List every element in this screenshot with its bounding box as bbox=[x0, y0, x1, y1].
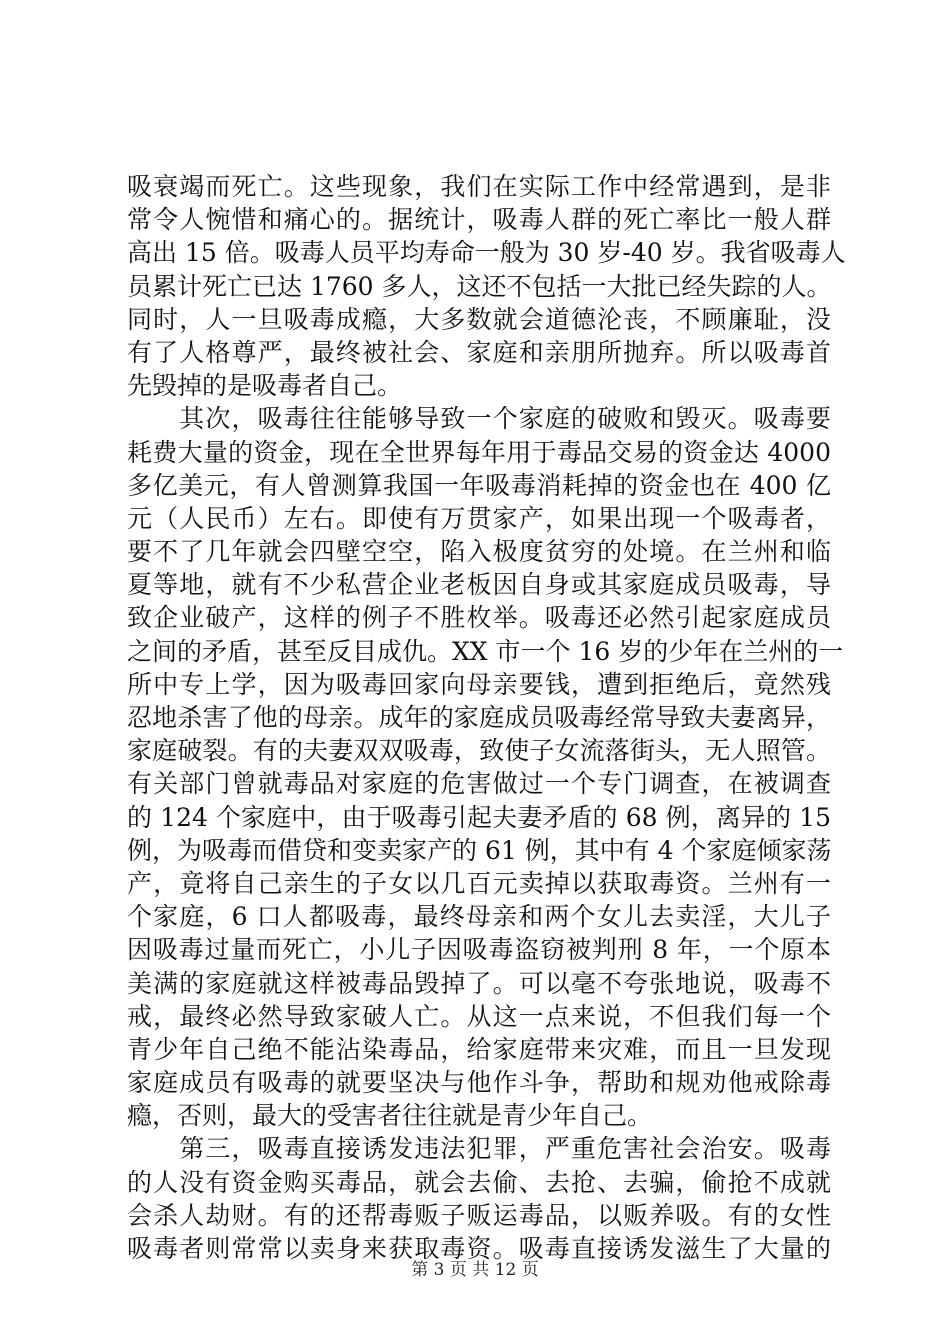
text-line: 因吸毒过量而死亡，小儿子因吸毒盗窃被判刑 8 年，一个原本 bbox=[127, 935, 831, 965]
text-line: 家庭破裂。有的夫妻双双吸毒，致使子女流落街头，无人照管。 bbox=[127, 736, 831, 766]
text-line: 同时，人一旦吸毒成瘾，大多数就会道德沦丧，不顾廉耻，没 bbox=[127, 304, 831, 334]
text-line: 有关部门曾就毒品对家庭的危害做过一个专门调查，在被调查 bbox=[127, 769, 831, 799]
text-line: 产，竟将自己亲生的子女以几百元卖掉以获取毒资。兰州有一 bbox=[127, 868, 831, 898]
text-line: 的 124 个家庭中，由于吸毒引起夫妻矛盾的 68 例，离异的 15 bbox=[127, 802, 831, 832]
text-line: 致企业破产，这样的例子不胜枚举。吸毒还必然引起家庭成员 bbox=[127, 603, 831, 633]
text-line: 第三，吸毒直接诱发违法犯罪，严重危害社会治安。吸毒 bbox=[127, 1134, 831, 1164]
text-line: 美满的家庭就这样被毒品毁掉了。可以毫不夸张地说，吸毒不 bbox=[127, 968, 831, 998]
text-line: 高出 15 倍。吸毒人员平均寿命一般为 30 岁-40 岁。我省吸毒人 bbox=[127, 238, 846, 268]
text-line: 多亿美元，有人曾测算我国一年吸毒消耗掉的资金也在 400 亿 bbox=[127, 470, 831, 500]
text-line: 个家庭，6 口人都吸毒，最终母亲和两个女儿去卖淫，大儿子 bbox=[127, 902, 831, 932]
text-line: 所中专上学，因为吸毒回家向母亲要钱，遭到拒绝后，竟然残 bbox=[127, 669, 831, 699]
text-line: 耗费大量的资金，现在全世界每年用于毒品交易的资金达 4000 bbox=[127, 437, 831, 467]
text-line: 戒，最终必然导致家破人亡。从这一点来说，不但我们每一个 bbox=[127, 1001, 831, 1031]
text-line: 之间的矛盾，甚至反目成仇。XX 市一个 16 岁的少年在兰州的一 bbox=[127, 636, 844, 666]
text-line: 先毁掉的是吸毒者自己。 bbox=[127, 371, 403, 401]
text-line: 的人没有资金购买毒品，就会去偷、去抢、去骗，偷抢不成就 bbox=[127, 1167, 831, 1197]
text-line: 忍地杀害了他的母亲。成年的家庭成员吸毒经常导致夫妻离异， bbox=[127, 703, 831, 732]
text-line: 瘾，否则，最大的受害者往往就是青少年自己。 bbox=[127, 1101, 653, 1131]
text-line: 青少年自己绝不能沾染毒品，给家庭带来灾难，而且一旦发现 bbox=[127, 1034, 831, 1064]
text-line: 家庭成员有吸毒的就要坚决与他作斗争，帮助和规劝他戒除毒 bbox=[127, 1068, 831, 1098]
text-line: 元（人民币）左右。即使有万贯家产，如果出现一个吸毒者， bbox=[127, 503, 831, 533]
page-number-footer: 第 3 页 共 12 页 bbox=[411, 1260, 539, 1280]
text-line: 会杀人劫财。有的还帮毒贩子贩运毒品，以贩养吸。有的女性 bbox=[127, 1200, 831, 1230]
text-line: 其次，吸毒往往能够导致一个家庭的破败和毁灭。吸毒要 bbox=[127, 404, 831, 434]
text-line: 员累计死亡已达 1760 多人，这还不包括一大批已经失踪的人。 bbox=[127, 271, 832, 301]
text-line: 吸衰竭而死亡。这些现象，我们在实际工作中经常遇到，是非 bbox=[127, 172, 831, 201]
text-line: 要不了几年就会四壁空空，陷入极度贫穷的处境。在兰州和临 bbox=[127, 537, 831, 567]
text-line: 夏等地，就有不少私营企业老板因自身或其家庭成员吸毒，导 bbox=[127, 570, 831, 600]
text-line: 有了人格尊严，最终被社会、家庭和亲朋所抛弃。所以吸毒首 bbox=[127, 337, 831, 367]
document-body bbox=[127, 170, 846, 1265]
text-line: 常令人惋惜和痛心的。据统计，吸毒人群的死亡率比一般人群 bbox=[127, 205, 831, 235]
text-line: 例，为吸毒而借贷和变卖家产的 61 例，其中有 4 个家庭倾家荡 bbox=[127, 835, 832, 865]
text-line: 吸毒者则常常以卖身来获取毒资。吸毒直接诱发滋生了大量的 bbox=[127, 1234, 831, 1263]
